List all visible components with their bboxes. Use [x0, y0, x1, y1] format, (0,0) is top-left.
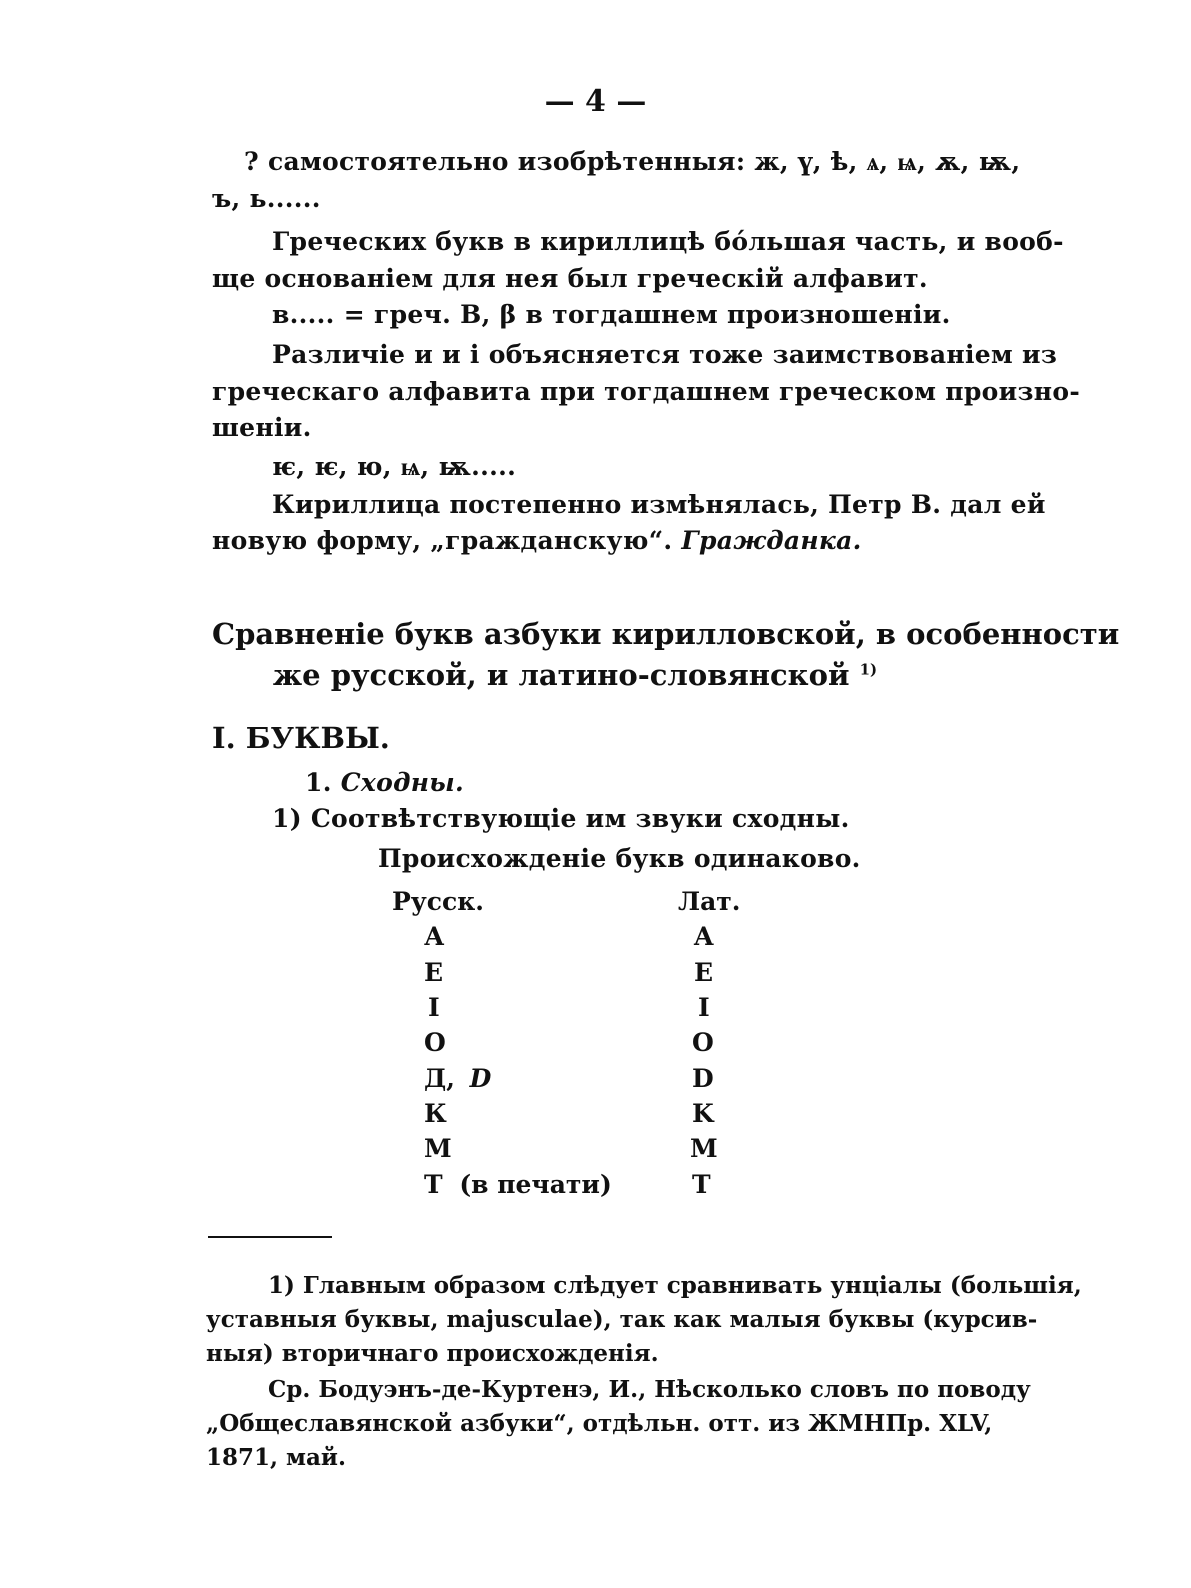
page-number: — 4 — — [544, 84, 647, 119]
intro-line-2: ъ, ь...... — [212, 184, 321, 213]
footnote-divider — [208, 1236, 332, 1238]
difference-line-3: шеніи. — [212, 413, 312, 442]
table-row-latin: T — [692, 1170, 711, 1199]
table-row-russian — [424, 1061, 491, 1097]
russian-letter: Д, — [424, 1064, 455, 1093]
table-header-russian: Русск. — [392, 887, 485, 916]
footnote-reference-line-2: „Общеславянской азбуки“, отдѣльн. отт. из ЖМНПр. XLV, — [206, 1410, 993, 1437]
footnote-line-1 — [268, 1270, 1082, 1302]
table-header-latin: Лат. — [678, 887, 741, 916]
footnote-mark: 1) — [268, 1272, 295, 1299]
item-1: 1) Соотвѣтствующіе им звуки сходны. — [272, 804, 850, 833]
section-heading-text: же русской, и латино-словянской — [272, 658, 850, 692]
subsection-title: Сходны. — [340, 768, 465, 797]
intro-line-1: ? самостоятельно изобрѣтенныя: ж, ү, ѣ, ѧ, ѩ, ѫ, ѭ, — [244, 147, 1021, 176]
table-row-russian: Е — [424, 958, 444, 987]
table-row-russian: М — [424, 1134, 452, 1163]
table-row-russian: К — [424, 1099, 447, 1128]
subsection-number: 1. — [305, 768, 332, 797]
footnote-reference-line-3: 1871, май. — [206, 1444, 346, 1471]
russian-letter-variant: D — [469, 1064, 492, 1093]
greek-paragraph-line-2: ще основаніем для нея был греческій алфавит. — [212, 264, 928, 293]
difference-line-2: греческаго алфавита при тогдашнем греческом произно- — [212, 377, 1081, 406]
cyrillic-paragraph-text: новую форму, „гражданскую“. — [212, 526, 673, 555]
table-row-latin: O — [692, 1028, 714, 1057]
table-row-latin: M — [690, 1134, 718, 1163]
footnote-text: Главным образом слѣдует сравнивать унціалы (большія, — [302, 1272, 1082, 1299]
footnote-line-2: уставныя буквы, majusculae), так как малыя буквы (курсив- — [206, 1306, 1038, 1333]
footnote-reference: 1) — [859, 660, 878, 679]
section-heading-line-1: Сравненіе букв азбуки кирилловской, в особенности — [212, 617, 1120, 651]
table-row-latin: A — [694, 922, 714, 951]
subsection-heading — [305, 766, 464, 800]
table-row-russian: I — [428, 993, 440, 1022]
footnote-line-3: ныя) вторичнаго происхожденія. — [206, 1340, 659, 1367]
origin-note: Происхожденіе букв одинаково. — [378, 844, 861, 873]
equation-line: в..... = греч. B, β в тогдашнем произношеніи. — [272, 300, 951, 329]
table-row-latin: I — [698, 993, 710, 1022]
part-title: I. БУКВЫ. — [212, 721, 390, 755]
russian-letter-note: (в печати) — [459, 1170, 612, 1199]
cyrillic-paragraph-line-1: Кириллица постепенно измѣнялась, Петр В. дал ей — [272, 490, 1046, 519]
table-row-latin: K — [692, 1099, 714, 1128]
cyrillic-paragraph-italic: Гражданка. — [681, 526, 862, 555]
difference-line-1: Различіе и и і объясняется тоже заимствованіем из — [272, 340, 1058, 369]
section-heading-line-2 — [212, 655, 938, 695]
footnote-reference-line-1: Ср. Бодуэнъ-де-Куртенэ, И., Нѣсколько словъ по поводу — [268, 1376, 1031, 1403]
russian-letter: Т — [424, 1170, 443, 1199]
table-row-russian: О — [424, 1028, 446, 1057]
greek-paragraph-line-1: Греческих букв в кириллицѣ бо́льшая часть, и вооб- — [272, 227, 1064, 256]
table-row-latin: D — [692, 1064, 714, 1093]
cyrillic-paragraph-line-2 — [212, 524, 862, 558]
letters-line: ѥ, ѥ, ю, ѩ, ѭ..... — [272, 452, 517, 481]
table-row-latin: E — [694, 958, 714, 987]
table-row-russian — [424, 1167, 612, 1203]
table-row-russian: А — [424, 922, 445, 951]
